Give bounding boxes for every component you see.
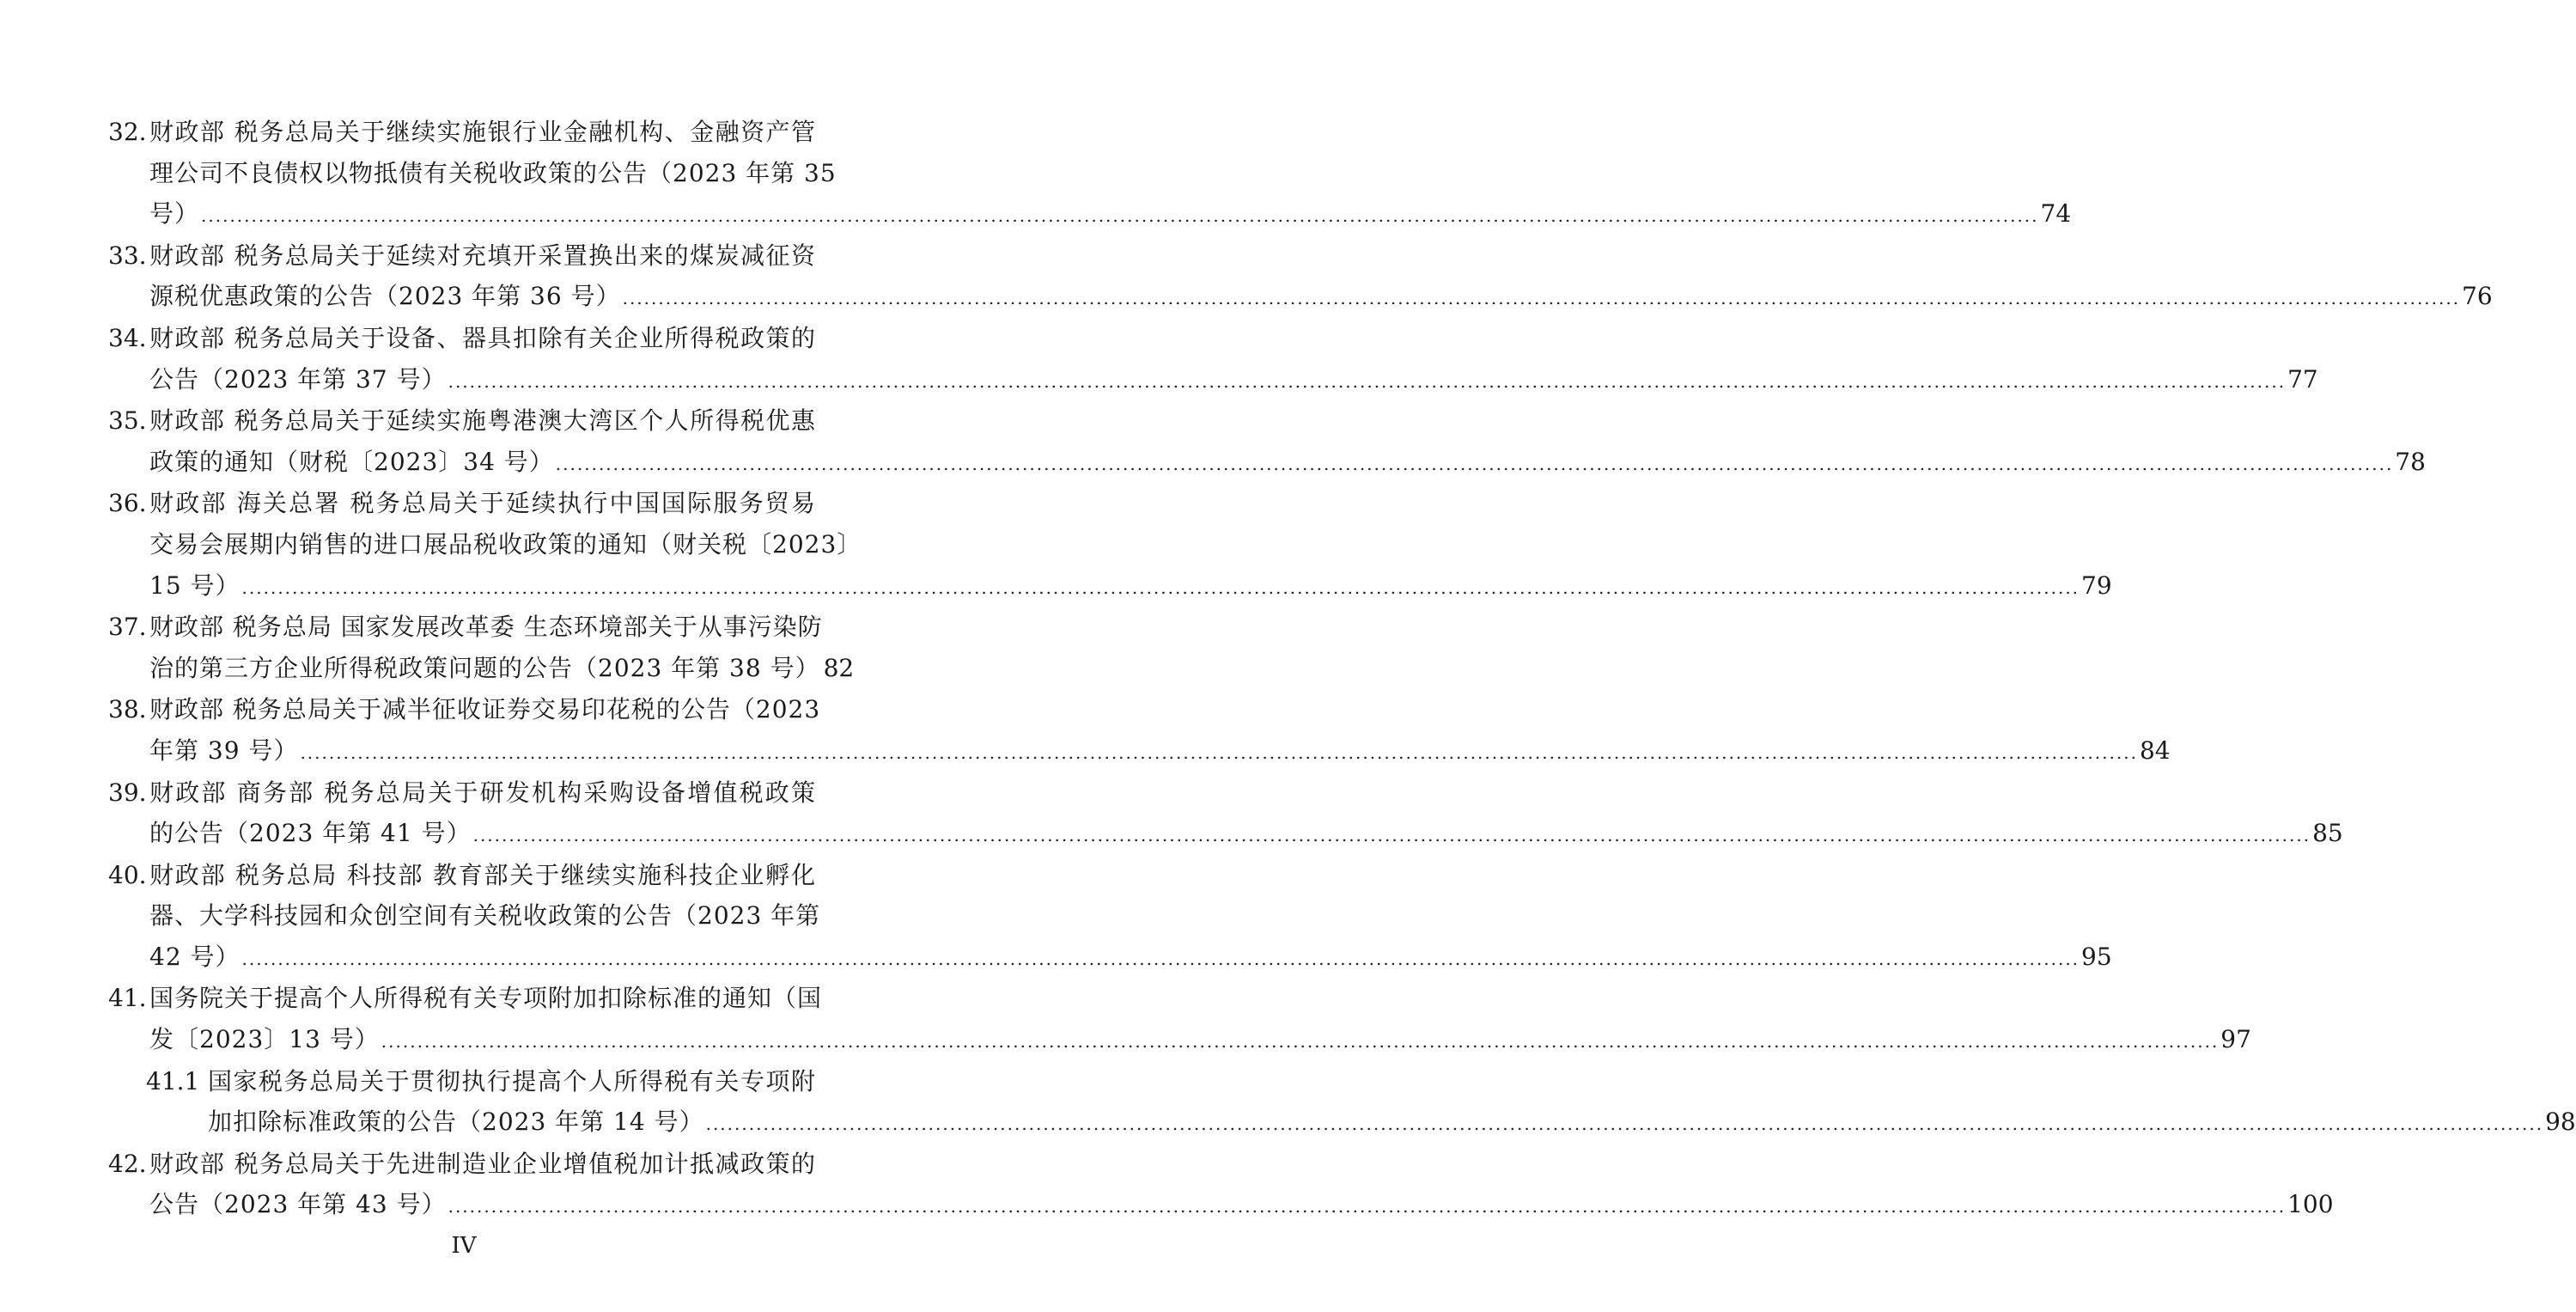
toc-entry-title-line: 财政部 海关总署 税务总局关于延续执行中国国际服务贸易	[149, 489, 816, 518]
toc-entry-title-end: 发〔2023〕13 号）	[149, 1025, 380, 1054]
toc-entry-title-line: 交易会展期内销售的进口展品税收政策的通知（财关税〔2023〕	[149, 529, 862, 558]
toc-entry-number: 33.	[108, 241, 147, 270]
toc-entry-number: 34.	[108, 323, 147, 352]
toc-entry-title-line: 国务院关于提高个人所得税有关专项附加扣除标准的通知（国	[149, 984, 823, 1013]
toc-line	[0, 565, 2112, 607]
toc-entry-number: 42.	[108, 1149, 147, 1178]
toc-subentry	[0, 1061, 2576, 1143]
toc-entry-final-line	[149, 193, 2072, 237]
toc-entry	[0, 978, 2251, 1059]
toc-entry	[0, 318, 2318, 400]
toc-page-number: 76	[2462, 282, 2493, 311]
toc-line	[0, 235, 928, 277]
toc-line	[0, 978, 928, 1019]
toc-entry-title-line: 财政部 税务总局关于设备、器具扣除有关企业所得税政策的	[149, 323, 816, 352]
dot-leader	[201, 196, 2039, 237]
toc-page-number: 97	[2220, 1025, 2251, 1054]
toc-entry-title-end: 公告（2023 年第 37 号）	[149, 364, 447, 394]
toc-entry-title-line: 国家税务总局关于贯彻执行提高个人所得税有关专项附	[208, 1066, 816, 1095]
toc-line	[0, 400, 928, 442]
toc-line	[0, 359, 2318, 400]
toc-entry-title-end: 年第 39 号）	[149, 735, 299, 765]
toc-entry	[0, 607, 928, 688]
toc-entry	[0, 235, 2493, 317]
toc-entry	[0, 772, 2343, 854]
dot-leader	[242, 939, 2080, 980]
toc-entry-final-line	[149, 730, 2171, 774]
toc-entry-number: 32.	[108, 118, 147, 146]
toc-entry-title-end: 加扣除标准政策的公告（2023 年第 14 号）	[208, 1108, 704, 1137]
toc-entry-title-line: 财政部 税务总局关于延续实施粤港澳大湾区个人所得税优惠	[149, 406, 816, 436]
dot-leader	[448, 362, 2287, 403]
toc-entry-final-line	[149, 813, 2343, 857]
toc-entry-title-end: 政策的通知（财税〔2023〕34 号）	[149, 447, 554, 476]
toc-page-number: 95	[2081, 942, 2112, 971]
toc-entry-final-line	[149, 359, 2318, 403]
toc-entry-title-end: 公告（2023 年第 43 号）	[149, 1190, 447, 1219]
toc-entry-title-end: 的公告（2023 年第 41 号）	[149, 819, 472, 848]
toc-entry-final-line	[149, 442, 2426, 485]
dot-leader	[381, 1022, 2220, 1063]
toc-entry-title-end: 号）	[149, 199, 200, 229]
toc-entry	[0, 112, 2072, 235]
toc-entry-title-line: 财政部 税务总局关于先进制造业企业增值税加计抵减政策的	[149, 1149, 816, 1178]
toc-entry-title-line: 财政部 税务总局 国家发展改革委 生态环境部关于从事污染防	[149, 613, 823, 642]
toc-line	[0, 813, 2343, 854]
toc-entry-final-line	[149, 648, 855, 692]
dot-leader	[300, 733, 2138, 774]
toc-page-number: 82	[823, 653, 855, 682]
toc-entry-title-line: 器、大学科技园和众创空间有关税收政策的公告（2023 年第	[149, 901, 821, 931]
toc-line	[0, 524, 928, 565]
toc-entry	[0, 855, 2112, 978]
toc-entry-final-line	[149, 276, 2493, 320]
toc-line	[0, 895, 928, 937]
dot-leader	[623, 278, 2461, 320]
toc-line	[0, 1019, 2251, 1060]
toc-entry	[0, 1144, 2334, 1225]
dot-leader	[242, 568, 2080, 609]
toc-entry-number: 35.	[108, 406, 147, 436]
toc-line	[0, 1184, 2334, 1225]
toc-page-number: 100	[2287, 1190, 2334, 1219]
toc-page-number: 78	[2395, 447, 2426, 476]
toc-line	[0, 442, 2426, 483]
toc-line	[0, 937, 2112, 978]
dot-leader	[556, 444, 2394, 485]
dot-leader	[473, 815, 2311, 857]
toc-line	[0, 483, 928, 524]
toc-line	[0, 153, 928, 194]
toc-line	[0, 112, 928, 153]
toc-page-number: 84	[2139, 735, 2171, 765]
toc-line	[0, 318, 928, 359]
toc-entry-title-line: 财政部 税务总局关于延续对充填开采置换出来的煤炭减征资	[149, 241, 816, 270]
toc-entry-title-line: 理公司不良债权以物抵债有关税收政策的公告（2023 年第 35	[149, 158, 837, 187]
toc-entry-number: 41.	[108, 984, 147, 1013]
toc-entry	[0, 689, 2171, 771]
toc-page-number: 74	[2040, 199, 2072, 229]
toc-line	[0, 689, 928, 730]
toc-line	[0, 276, 2493, 317]
toc-entry-final-line	[149, 1019, 2251, 1063]
toc-entry-number: 41.1	[146, 1066, 200, 1095]
toc-entry	[0, 483, 2112, 606]
toc-entry-title-end: 42 号）	[149, 942, 241, 971]
toc-line	[0, 193, 2072, 235]
toc-entry-title-line: 财政部 商务部 税务总局关于研发机构采购设备增值税政策	[149, 778, 816, 807]
toc-entry-number: 38.	[108, 695, 147, 724]
toc-page-number: 77	[2287, 364, 2318, 394]
toc-entry-title-line: 财政部 税务总局关于减半征收证券交易印花税的公告（2023	[149, 695, 821, 724]
toc-line	[0, 648, 928, 689]
toc-line	[0, 730, 2171, 772]
toc-entry	[0, 400, 2426, 482]
dot-leader	[448, 1187, 2287, 1228]
toc-page-number: 79	[2081, 571, 2112, 600]
toc-entry-title-line: 财政部 税务总局 科技部 教育部关于继续实施科技企业孵化	[149, 860, 816, 889]
toc-page-number: 85	[2312, 819, 2343, 848]
toc-line	[0, 772, 928, 814]
toc-line	[0, 1061, 928, 1102]
toc-line	[0, 1101, 2576, 1143]
toc-line	[0, 855, 928, 896]
toc-entry-title-end: 15 号）	[149, 571, 241, 600]
toc-entry-title-end: 源税优惠政策的公告（2023 年第 36 号）	[149, 282, 621, 311]
toc-entry-number: 39.	[108, 778, 147, 807]
toc-entry-final-line	[149, 1184, 2334, 1228]
toc-entry-title-end: 治的第三方企业所得税政策问题的公告（2023 年第 38 号）	[149, 653, 820, 682]
toc-entry-title-line: 财政部 税务总局关于继续实施银行业金融机构、金融资产管	[149, 118, 816, 146]
dot-leader	[706, 1104, 2544, 1145]
toc-line	[0, 607, 928, 648]
toc-entry-number: 37.	[108, 613, 147, 642]
page-number: IV	[451, 1233, 477, 1259]
toc-entry-final-line	[208, 1101, 2576, 1145]
toc-entry-final-line	[149, 937, 2112, 980]
table-of-contents	[0, 112, 2576, 1226]
toc-entry-number: 36.	[108, 489, 147, 518]
toc-page-number: 98	[2545, 1108, 2576, 1137]
toc-entry-number: 40.	[108, 860, 147, 889]
toc-line	[0, 1144, 928, 1185]
toc-entry-final-line	[149, 565, 2112, 609]
